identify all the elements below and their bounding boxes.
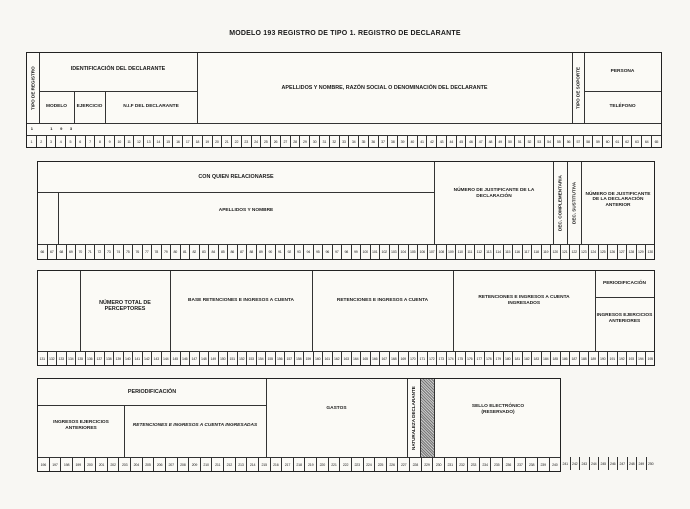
- position-number: 97: [332, 245, 342, 259]
- position-number: 186: [560, 352, 570, 365]
- position-number: 91: [275, 245, 285, 259]
- position-number: 129: [636, 245, 646, 259]
- position-number: 184: [541, 352, 551, 365]
- position-number: 131: [39, 356, 45, 361]
- position-number: 116: [512, 245, 522, 259]
- position-number: 132: [47, 352, 57, 365]
- position-number: 41: [417, 136, 427, 147]
- position-number: 245: [598, 457, 608, 470]
- position-numbers-row: [38, 352, 654, 365]
- position-number: 248: [627, 457, 637, 470]
- position-number: 76: [132, 245, 142, 259]
- position-number: 12: [133, 136, 143, 147]
- position-number: 109: [446, 245, 456, 259]
- position-number: 139: [113, 352, 123, 365]
- position-number: 237: [514, 458, 526, 471]
- position-number: 83: [199, 245, 209, 259]
- position-number: 145: [170, 352, 180, 365]
- position-number: 36: [368, 136, 378, 147]
- position-number: 105: [408, 245, 418, 259]
- position-number: 119: [541, 245, 551, 259]
- position-number: 185: [550, 352, 560, 365]
- form-title: MODELO 193 REGISTRO DE TIPO 1. REGISTRO DE DECLARANTE: [229, 30, 461, 37]
- position-number: 104: [398, 245, 408, 259]
- position-number: 167: [379, 352, 389, 365]
- position-number: 199: [72, 458, 84, 471]
- position-number: 181: [512, 352, 522, 365]
- position-number: 191: [607, 352, 617, 365]
- position-number: 6: [75, 136, 85, 147]
- position-number: 56: [563, 136, 573, 147]
- position-number: 140: [123, 352, 133, 365]
- position-number: 216: [270, 458, 282, 471]
- position-number: 176: [465, 352, 475, 365]
- tipo-registro-label: TIPO DE REGISTRO: [30, 66, 36, 110]
- position-number: 126: [607, 245, 617, 259]
- position-number: 107: [427, 245, 437, 259]
- position-number: 134: [66, 352, 76, 365]
- position-number: 84: [208, 245, 218, 259]
- position-number: 24: [251, 136, 261, 147]
- position-number: 164: [351, 352, 361, 365]
- position-number: 208: [177, 458, 189, 471]
- position-number: 207: [165, 458, 177, 471]
- position-number: 15: [163, 136, 173, 147]
- position-number: 225: [374, 458, 386, 471]
- position-number: 71: [85, 245, 95, 259]
- position-number: 37: [378, 136, 388, 147]
- position-number: 158: [294, 352, 304, 365]
- position-number: 143: [151, 352, 161, 365]
- position-number: 7: [85, 136, 95, 147]
- position-number: 74: [113, 245, 123, 259]
- position-number: 101: [370, 245, 380, 259]
- position-number: 142: [142, 352, 152, 365]
- position-number: 61: [612, 136, 622, 147]
- retenciones-label: RETENCIONES E INGRESOS A CUENTA: [336, 298, 429, 304]
- position-number: 202: [107, 458, 119, 471]
- position-number: 232: [456, 458, 468, 471]
- position-number: 231: [444, 458, 456, 471]
- position-number: 169: [398, 352, 408, 365]
- position-number: 137: [94, 352, 104, 365]
- position-number: 69: [66, 245, 76, 259]
- position-number: 81: [180, 245, 190, 259]
- position-number: 13: [143, 136, 153, 147]
- position-number: 170: [408, 352, 418, 365]
- num-perceptores-label: NÚMERO TOTAL DE PERCEPTORES: [99, 299, 151, 312]
- position-number: 193: [626, 352, 636, 365]
- sello-electronico-label: SELLO ELECTRÓNICO (RESERVADO): [471, 404, 525, 415]
- tipo-soporte-label: TIPO DE SOPORTE: [575, 66, 581, 110]
- position-number: 152: [237, 352, 247, 365]
- position-number: 246: [608, 457, 618, 470]
- position-number: 33: [339, 136, 349, 147]
- position-number: 195: [645, 352, 655, 365]
- reserved-shaded-cell: [421, 379, 434, 457]
- position-number: 44: [446, 136, 456, 147]
- position-number: 100: [360, 245, 370, 259]
- position-number: 10: [114, 136, 124, 147]
- position-number: 219: [304, 458, 316, 471]
- position-number: 235: [490, 458, 502, 471]
- dec-complementaria-label: DEC. COMPLEMENTARIA: [557, 175, 563, 231]
- position-number: 70: [75, 245, 85, 259]
- position-number: 50: [505, 136, 515, 147]
- position-number: 38: [387, 136, 397, 147]
- position-number: 95: [313, 245, 323, 259]
- position-number: 211: [211, 458, 223, 471]
- position-number: 42: [426, 136, 436, 147]
- position-number: 27: [280, 136, 290, 147]
- position-number: 54: [544, 136, 554, 147]
- position-number: 98: [341, 245, 351, 259]
- position-number: 4: [55, 136, 65, 147]
- ingresos-anteriores-label: INGRESOS EJERCICIOS ANTERIORES: [596, 313, 653, 324]
- position-number: 60: [602, 136, 612, 147]
- position-number: 86: [227, 245, 237, 259]
- position-number: 23: [241, 136, 251, 147]
- position-number: 189: [588, 352, 598, 365]
- position-number: 120: [550, 245, 560, 259]
- position-numbers-row: [38, 245, 654, 259]
- position-number: 32: [329, 136, 339, 147]
- position-number: 234: [479, 458, 491, 471]
- position-number: 11: [124, 136, 134, 147]
- ejercicio-label: EJERCICIO: [76, 104, 103, 110]
- position-number: 136: [85, 352, 95, 365]
- position-number: 215: [258, 458, 270, 471]
- position-number: 144: [161, 352, 171, 365]
- position-number: 229: [421, 458, 433, 471]
- position-number: 8: [94, 136, 104, 147]
- position-number: 52: [524, 136, 534, 147]
- position-number: 220: [316, 458, 328, 471]
- position-number: 243: [579, 457, 589, 470]
- position-number: 79: [161, 245, 171, 259]
- position-number: 2: [36, 136, 46, 147]
- position-number: 124: [588, 245, 598, 259]
- retenciones-ingresadas-label: RETENCIONES E INGRESOS A CUENTA INGRESADAS: [132, 423, 258, 429]
- base-retenciones-label: BASE RETENCIONES E INGRESOS A CUENTA: [188, 298, 294, 304]
- position-number: 204: [130, 458, 142, 471]
- position-number: 48: [485, 136, 495, 147]
- position-number: 43: [436, 136, 446, 147]
- position-number: 249: [636, 457, 646, 470]
- position-number: 90: [265, 245, 275, 259]
- position-number: 26: [270, 136, 280, 147]
- position-number: 113: [484, 245, 494, 259]
- position-number: 28: [290, 136, 300, 147]
- nif-label: N.I.F DEL DECLARANTE: [123, 104, 179, 110]
- position-number: 40: [407, 136, 417, 147]
- position-number: 108: [436, 245, 446, 259]
- position-number: 156: [275, 352, 285, 365]
- position-number: 233: [467, 458, 479, 471]
- position-number: 75: [123, 245, 133, 259]
- position-number: 197: [49, 458, 61, 471]
- position-number: 130: [645, 245, 655, 259]
- prefill-digit: 9: [60, 126, 63, 131]
- position-number: 67: [47, 245, 57, 259]
- position-number: 25: [260, 136, 270, 147]
- naturaleza-declarante-label: NATURALEZA DECLARANTE: [410, 386, 416, 450]
- position-number: 151: [227, 352, 237, 365]
- position-number: 112: [474, 245, 484, 259]
- dec-sustitutiva-label: DEC. SUSTITUTIVA: [571, 181, 577, 225]
- modelo-label: MODELO: [45, 104, 68, 110]
- position-number: 55: [553, 136, 563, 147]
- position-number: 194: [636, 352, 646, 365]
- position-number: 218: [293, 458, 305, 471]
- retenciones-ingresados-label: RETENCIONES E INGRESOS A CUENTA INGRESADOS: [478, 295, 570, 306]
- position-number: 29: [299, 136, 309, 147]
- position-number: 80: [170, 245, 180, 259]
- position-number: 45: [456, 136, 466, 147]
- position-number: 171: [417, 352, 427, 365]
- position-number: 92: [284, 245, 294, 259]
- position-number: 117: [522, 245, 532, 259]
- identificacion-label: IDENTIFICACIÓN DEL DECLARANTE: [70, 65, 166, 72]
- position-number: 160: [313, 352, 323, 365]
- position-number: 138: [104, 352, 114, 365]
- position-number: 64: [641, 136, 651, 147]
- position-number: 153: [246, 352, 256, 365]
- position-number: 222: [339, 458, 351, 471]
- position-number: 51: [514, 136, 524, 147]
- position-number: 17: [182, 136, 192, 147]
- position-number: 102: [379, 245, 389, 259]
- position-number: 39: [397, 136, 407, 147]
- position-number: 239: [537, 458, 549, 471]
- position-number: 46: [465, 136, 475, 147]
- position-number: 125: [598, 245, 608, 259]
- position-number: 212: [223, 458, 235, 471]
- position-number: 174: [446, 352, 456, 365]
- position-number: 19: [202, 136, 212, 147]
- position-number: 183: [531, 352, 541, 365]
- position-number: 135: [75, 352, 85, 365]
- position-number: 89: [256, 245, 266, 259]
- position-number: 148: [199, 352, 209, 365]
- position-number: 122: [569, 245, 579, 259]
- position-number: 30: [309, 136, 319, 147]
- position-number: 161: [322, 352, 332, 365]
- position-number: 82: [189, 245, 199, 259]
- position-number: 1: [30, 139, 33, 144]
- block-retenciones: [37, 270, 655, 366]
- position-number: 206: [153, 458, 165, 471]
- position-number: 118: [531, 245, 541, 259]
- position-number: 217: [281, 458, 293, 471]
- position-number: 175: [455, 352, 465, 365]
- position-number: 188: [579, 352, 589, 365]
- position-number: 9: [104, 136, 114, 147]
- position-number: 196: [40, 462, 47, 467]
- position-number: 213: [235, 458, 247, 471]
- position-number: 166: [370, 352, 380, 365]
- position-number: 182: [522, 352, 532, 365]
- position-number: 163: [341, 352, 351, 365]
- position-number: 31: [319, 136, 329, 147]
- position-number: 58: [583, 136, 593, 147]
- position-number: 35: [358, 136, 368, 147]
- position-number: 103: [389, 245, 399, 259]
- position-number: 155: [265, 352, 275, 365]
- position-number: 242: [570, 457, 580, 470]
- position-number: 187: [569, 352, 579, 365]
- position-number: 114: [493, 245, 503, 259]
- position-number: 162: [332, 352, 342, 365]
- position-number: 141: [132, 352, 142, 365]
- position-number: 146: [180, 352, 190, 365]
- position-number: 179: [493, 352, 503, 365]
- position-number: 34: [348, 136, 358, 147]
- position-number: 22: [231, 136, 241, 147]
- position-number: 87: [237, 245, 247, 259]
- telefono-label: TELÉFONO: [609, 104, 636, 110]
- position-number: 77: [142, 245, 152, 259]
- position-numbers-row: [561, 457, 655, 470]
- position-number: 123: [579, 245, 589, 259]
- position-number: 223: [351, 458, 363, 471]
- position-number: 133: [56, 352, 66, 365]
- position-number: 226: [386, 458, 398, 471]
- periodificacion-label: PERIODIFICACIÓN: [127, 388, 177, 395]
- position-number: 59: [592, 136, 602, 147]
- position-number: 121: [560, 245, 570, 259]
- position-number: 16: [172, 136, 182, 147]
- con-quien-label: CON QUIEN RELACIONARSE: [198, 173, 274, 180]
- persona-label: PERSONA: [610, 69, 635, 75]
- position-number: 172: [427, 352, 437, 365]
- position-number: 106: [417, 245, 427, 259]
- position-number: 203: [118, 458, 130, 471]
- position-number: 244: [589, 457, 599, 470]
- position-number: 165: [360, 352, 370, 365]
- position-number: 230: [432, 458, 444, 471]
- position-number: 18: [192, 136, 202, 147]
- position-number: 200: [84, 458, 96, 471]
- position-number: 201: [95, 458, 107, 471]
- position-number: 240: [549, 458, 561, 471]
- position-number: 62: [622, 136, 632, 147]
- position-number: 159: [303, 352, 313, 365]
- position-number: 96: [322, 245, 332, 259]
- position-number: 221: [328, 458, 340, 471]
- position-number: 3: [46, 136, 56, 147]
- position-number: 149: [208, 352, 218, 365]
- apellidos-razon-label: APELLIDOS Y NOMBRE, RAZÓN SOCIAL O DENOMINACIÓN DEL DECLARANTE: [281, 84, 488, 91]
- num-justificante-anterior-label: NÚMERO DE JUSTIFICANTE DE LA DECLARACIÓN ANTERIOR: [585, 191, 651, 208]
- position-numbers-row: [27, 136, 661, 147]
- position-number: 227: [397, 458, 409, 471]
- position-number: 192: [617, 352, 627, 365]
- position-number: 110: [455, 245, 465, 259]
- position-number: 88: [246, 245, 256, 259]
- position-number: 157: [284, 352, 294, 365]
- position-number: 63: [631, 136, 641, 147]
- position-number: 250: [646, 457, 656, 470]
- prefill-digit: 3: [69, 126, 73, 131]
- position-number: 65: [651, 136, 661, 147]
- periodificacion-label: PERIODIFICACIÓN: [603, 281, 646, 287]
- prefill-digit: 1: [50, 126, 53, 131]
- block-periodificacion: [37, 378, 561, 472]
- position-number: 78: [151, 245, 161, 259]
- position-number: 73: [104, 245, 114, 259]
- position-number: 115: [503, 245, 513, 259]
- position-number: 198: [60, 458, 72, 471]
- gastos-label: GASTOS: [326, 406, 347, 412]
- position-number: 57: [573, 136, 583, 147]
- position-number: 210: [200, 458, 212, 471]
- position-number: 168: [389, 352, 399, 365]
- position-number: 180: [503, 352, 513, 365]
- position-number: 5: [65, 136, 75, 147]
- ingresos-anteriores-label: INGRESOS EJERCICIOS ANTERIORES: [53, 420, 109, 431]
- apellidos-nombre-label: APELLIDOS Y NOMBRE: [218, 208, 274, 214]
- position-number: 190: [598, 352, 608, 365]
- position-number: 178: [484, 352, 494, 365]
- position-number: 94: [303, 245, 313, 259]
- position-number: 111: [465, 245, 475, 259]
- position-number: 93: [294, 245, 304, 259]
- position-number: 147: [189, 352, 199, 365]
- position-number: 209: [188, 458, 200, 471]
- position-number: 154: [256, 352, 266, 365]
- position-number: 150: [218, 352, 228, 365]
- block-declarante: [26, 52, 662, 148]
- position-number: 238: [525, 458, 537, 471]
- position-number: 224: [363, 458, 375, 471]
- position-number: 127: [617, 245, 627, 259]
- position-number: 177: [474, 352, 484, 365]
- position-number: 173: [436, 352, 446, 365]
- position-number: 236: [502, 458, 514, 471]
- position-number: 14: [153, 136, 163, 147]
- position-number: 99: [351, 245, 361, 259]
- position-number: 53: [534, 136, 544, 147]
- position-number: 21: [221, 136, 231, 147]
- position-number: 214: [246, 458, 258, 471]
- position-number: 47: [475, 136, 485, 147]
- position-number: 241: [562, 461, 568, 466]
- position-number: 20: [212, 136, 222, 147]
- position-number: 72: [94, 245, 104, 259]
- position-number: 68: [56, 245, 66, 259]
- position-number: 247: [617, 457, 627, 470]
- prefill-digit: 1: [30, 126, 34, 131]
- position-number: 85: [218, 245, 228, 259]
- position-number: 49: [495, 136, 505, 147]
- position-number: 228: [409, 458, 421, 471]
- num-justificante-label: NÚMERO DE JUSTIFICANTE DE LA DECLARACIÓN: [453, 188, 535, 199]
- position-numbers-row: [38, 458, 560, 471]
- position-number: 128: [626, 245, 636, 259]
- position-number: 66: [40, 250, 45, 254]
- block-relacion: [37, 161, 655, 260]
- position-number: 205: [142, 458, 154, 471]
